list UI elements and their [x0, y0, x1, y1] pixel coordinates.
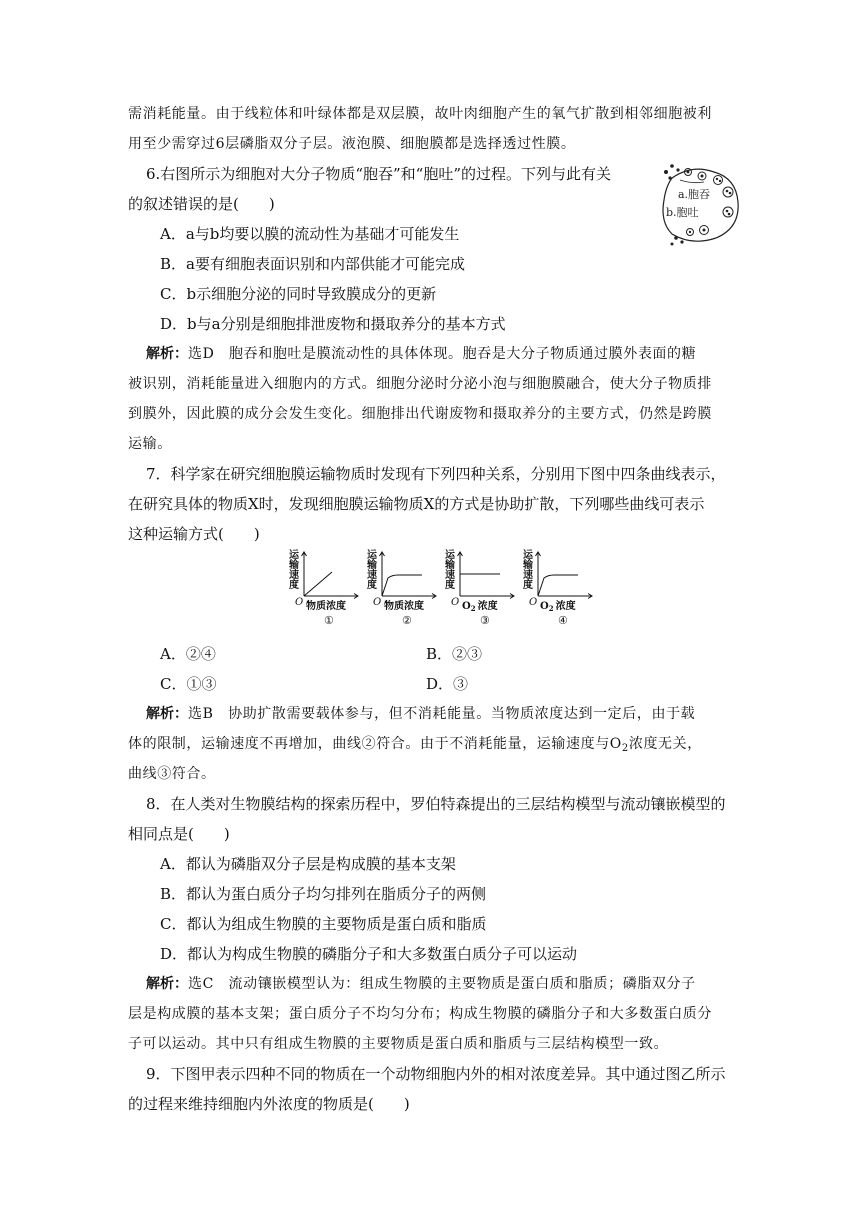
y-axis-label: 速 [523, 570, 533, 581]
text-line: 到膜外，因此膜的成分会发生变化。细胞排出代谢废物和摄取养分的主要方式，仍然是跨膜 [128, 406, 712, 422]
question-6-stem: 的叙述错误的是( ) [128, 195, 275, 213]
question-7-stem: 在研究具体的物质X时，发现细胞膜运输物质X的方式是协助扩散，下列哪些曲线可表示 [128, 495, 705, 513]
analysis-text: 选C 流动镶嵌模型认为：组成生物膜的主要物质是蛋白质和脂质；磷脂双分子 [188, 976, 696, 992]
question-7-option-c: C．①③ [160, 675, 217, 693]
series-curve [304, 572, 332, 596]
y-axis-label: 输 [289, 560, 299, 571]
question-7-option-a: A．②④ [160, 645, 216, 663]
series-curve [382, 575, 422, 596]
question-6-stem: 6.右图所示为细胞对大分子物质“胞吞”和“胞吐”的过程。下列与此有关 [146, 165, 611, 183]
analysis-text: 选D 胞吞和胞吐是膜流动性的具体体现。胞吞是大分子物质通过膜外表面的糖 [188, 346, 697, 362]
y-axis-label: 速 [367, 570, 377, 581]
text-line: 曲线③符合。 [128, 766, 216, 782]
y-axis-label: 速 [289, 570, 299, 581]
question-7-option-d: D．③ [426, 675, 469, 693]
graph-number: ③ [480, 614, 490, 627]
question-7-analysis [146, 704, 695, 724]
x-axis-label: 物质浓度 [384, 601, 424, 612]
analysis-label: 解析： [146, 976, 188, 992]
y-axis-label: 运 [289, 550, 299, 561]
question-6-analysis [146, 344, 696, 364]
y-axis-label: 输 [367, 560, 377, 571]
question-6-option: A．a与b均要以膜的流动性为基础才可能发生 [160, 225, 460, 243]
origin-label: O [451, 597, 460, 608]
question-6-option: C．b示细胞分泌的同时导致膜成分的更新 [160, 285, 437, 303]
y-axis-label: 运 [523, 550, 533, 561]
question-8-stem: 8．在人类对生物膜结构的探索历程中，罗伯特森提出的三层结构模型与流动镶嵌模型的 [146, 795, 726, 813]
question-9-stem: 的过程来维持细胞内外浓度的物质是( ) [128, 1095, 410, 1113]
y-axis-label: 运 [445, 550, 455, 561]
y-axis-label: 度 [289, 580, 299, 591]
y-axis-label: 速 [445, 570, 455, 581]
y-axis-label: 度 [523, 580, 533, 591]
y-axis-label: 度 [367, 580, 377, 591]
question-8-option: D．都认为构成生物膜的磷脂分子和大多数蛋白质分子可以运动 [160, 945, 578, 963]
text-segment: 浓度无关， [628, 736, 702, 752]
text-line: 用至少需穿过6层磷脂双分子层。液泡膜、细胞膜都是选择透过性膜。 [128, 136, 576, 152]
text-line [128, 734, 702, 759]
question-8-option: C．都认为组成生物膜的主要物质是蛋白质和脂质 [160, 915, 487, 933]
y-axis-label: 度 [445, 580, 455, 591]
question-8-option: A．都认为磷脂双分子层是构成膜的基本支架 [160, 855, 456, 873]
y-axis-label: 输 [523, 560, 533, 571]
text-line: 运输。 [128, 436, 172, 452]
question-7-option-b: B．②③ [426, 645, 483, 663]
y-axis-label: 输 [445, 560, 455, 571]
text-line: 子可以运动。其中只有组成生物膜的主要物质是蛋白质和脂质与三层结构模型一致。 [128, 1036, 669, 1052]
question-8-analysis [146, 974, 696, 994]
analysis-label: 解析： [146, 346, 188, 362]
x-axis-label: $O_2$ 浓度 [462, 601, 498, 613]
question-7-stem: 7．科学家在研究细胞膜运输物质时发现有下列四种关系，分别用下图中四条曲线表示， [146, 465, 726, 483]
question-6-option: D．b与a分别是细胞排泄废物和摄取养分的基本方式 [160, 315, 506, 333]
text-segment: 体的限制，运输速度不再增加，曲线②符合。由于不消耗能量，运输速度与O [128, 736, 622, 752]
figure-label-b: b.胞吐 [666, 206, 699, 219]
graph-number: ① [324, 614, 334, 627]
question-6-option: B．a要有细胞表面识别和内部供能才可能完成 [160, 255, 465, 273]
y-axis-label: 运 [367, 550, 377, 561]
text-line: 层是构成膜的基本支架；蛋白质分子不均匀分布；构成生物膜的磷脂分子和大多数蛋白质分 [128, 1006, 712, 1022]
question-8-option: B．都认为蛋白质分子均匀排列在脂质分子的两侧 [160, 885, 487, 903]
origin-label: O [373, 597, 382, 608]
subscript: 2 [621, 743, 629, 754]
text-line: 被识别，消耗能量进入细胞内的方式。细胞分泌时分泌小泡与细胞膜融合，使大分子物质排 [128, 376, 712, 392]
graph-number: ② [402, 614, 412, 627]
endocytosis-exocytosis-figure [658, 158, 748, 248]
figure-label-a: a.胞吞 [678, 188, 711, 201]
analysis-text: 选B 协助扩散需要载体参与，但不消耗能量。当物质浓度达到一定后，由于载 [188, 706, 696, 722]
question-7-stem: 这种运输方式( ) [128, 525, 260, 543]
text-line: 需消耗能量。由于线粒体和叶绿体都是双层膜，故叶肉细胞产生的氧气扩散到相邻细胞被利 [128, 106, 712, 122]
x-axis-label: 物质浓度 [306, 601, 346, 612]
graph-number: ④ [558, 614, 568, 627]
transport-rate-graphs [288, 546, 604, 630]
origin-label: O [295, 597, 304, 608]
x-axis-label: $O_2$ 浓度 [540, 601, 576, 613]
analysis-label: 解析： [146, 706, 188, 722]
question-9-stem: 9．下图甲表示四种不同的物质在一个动物细胞内外的相对浓度差异。其中通过图乙所示 [146, 1065, 726, 1083]
series-curve [538, 575, 578, 596]
origin-label: O [529, 597, 538, 608]
question-8-stem: 相同点是( ) [128, 825, 230, 843]
